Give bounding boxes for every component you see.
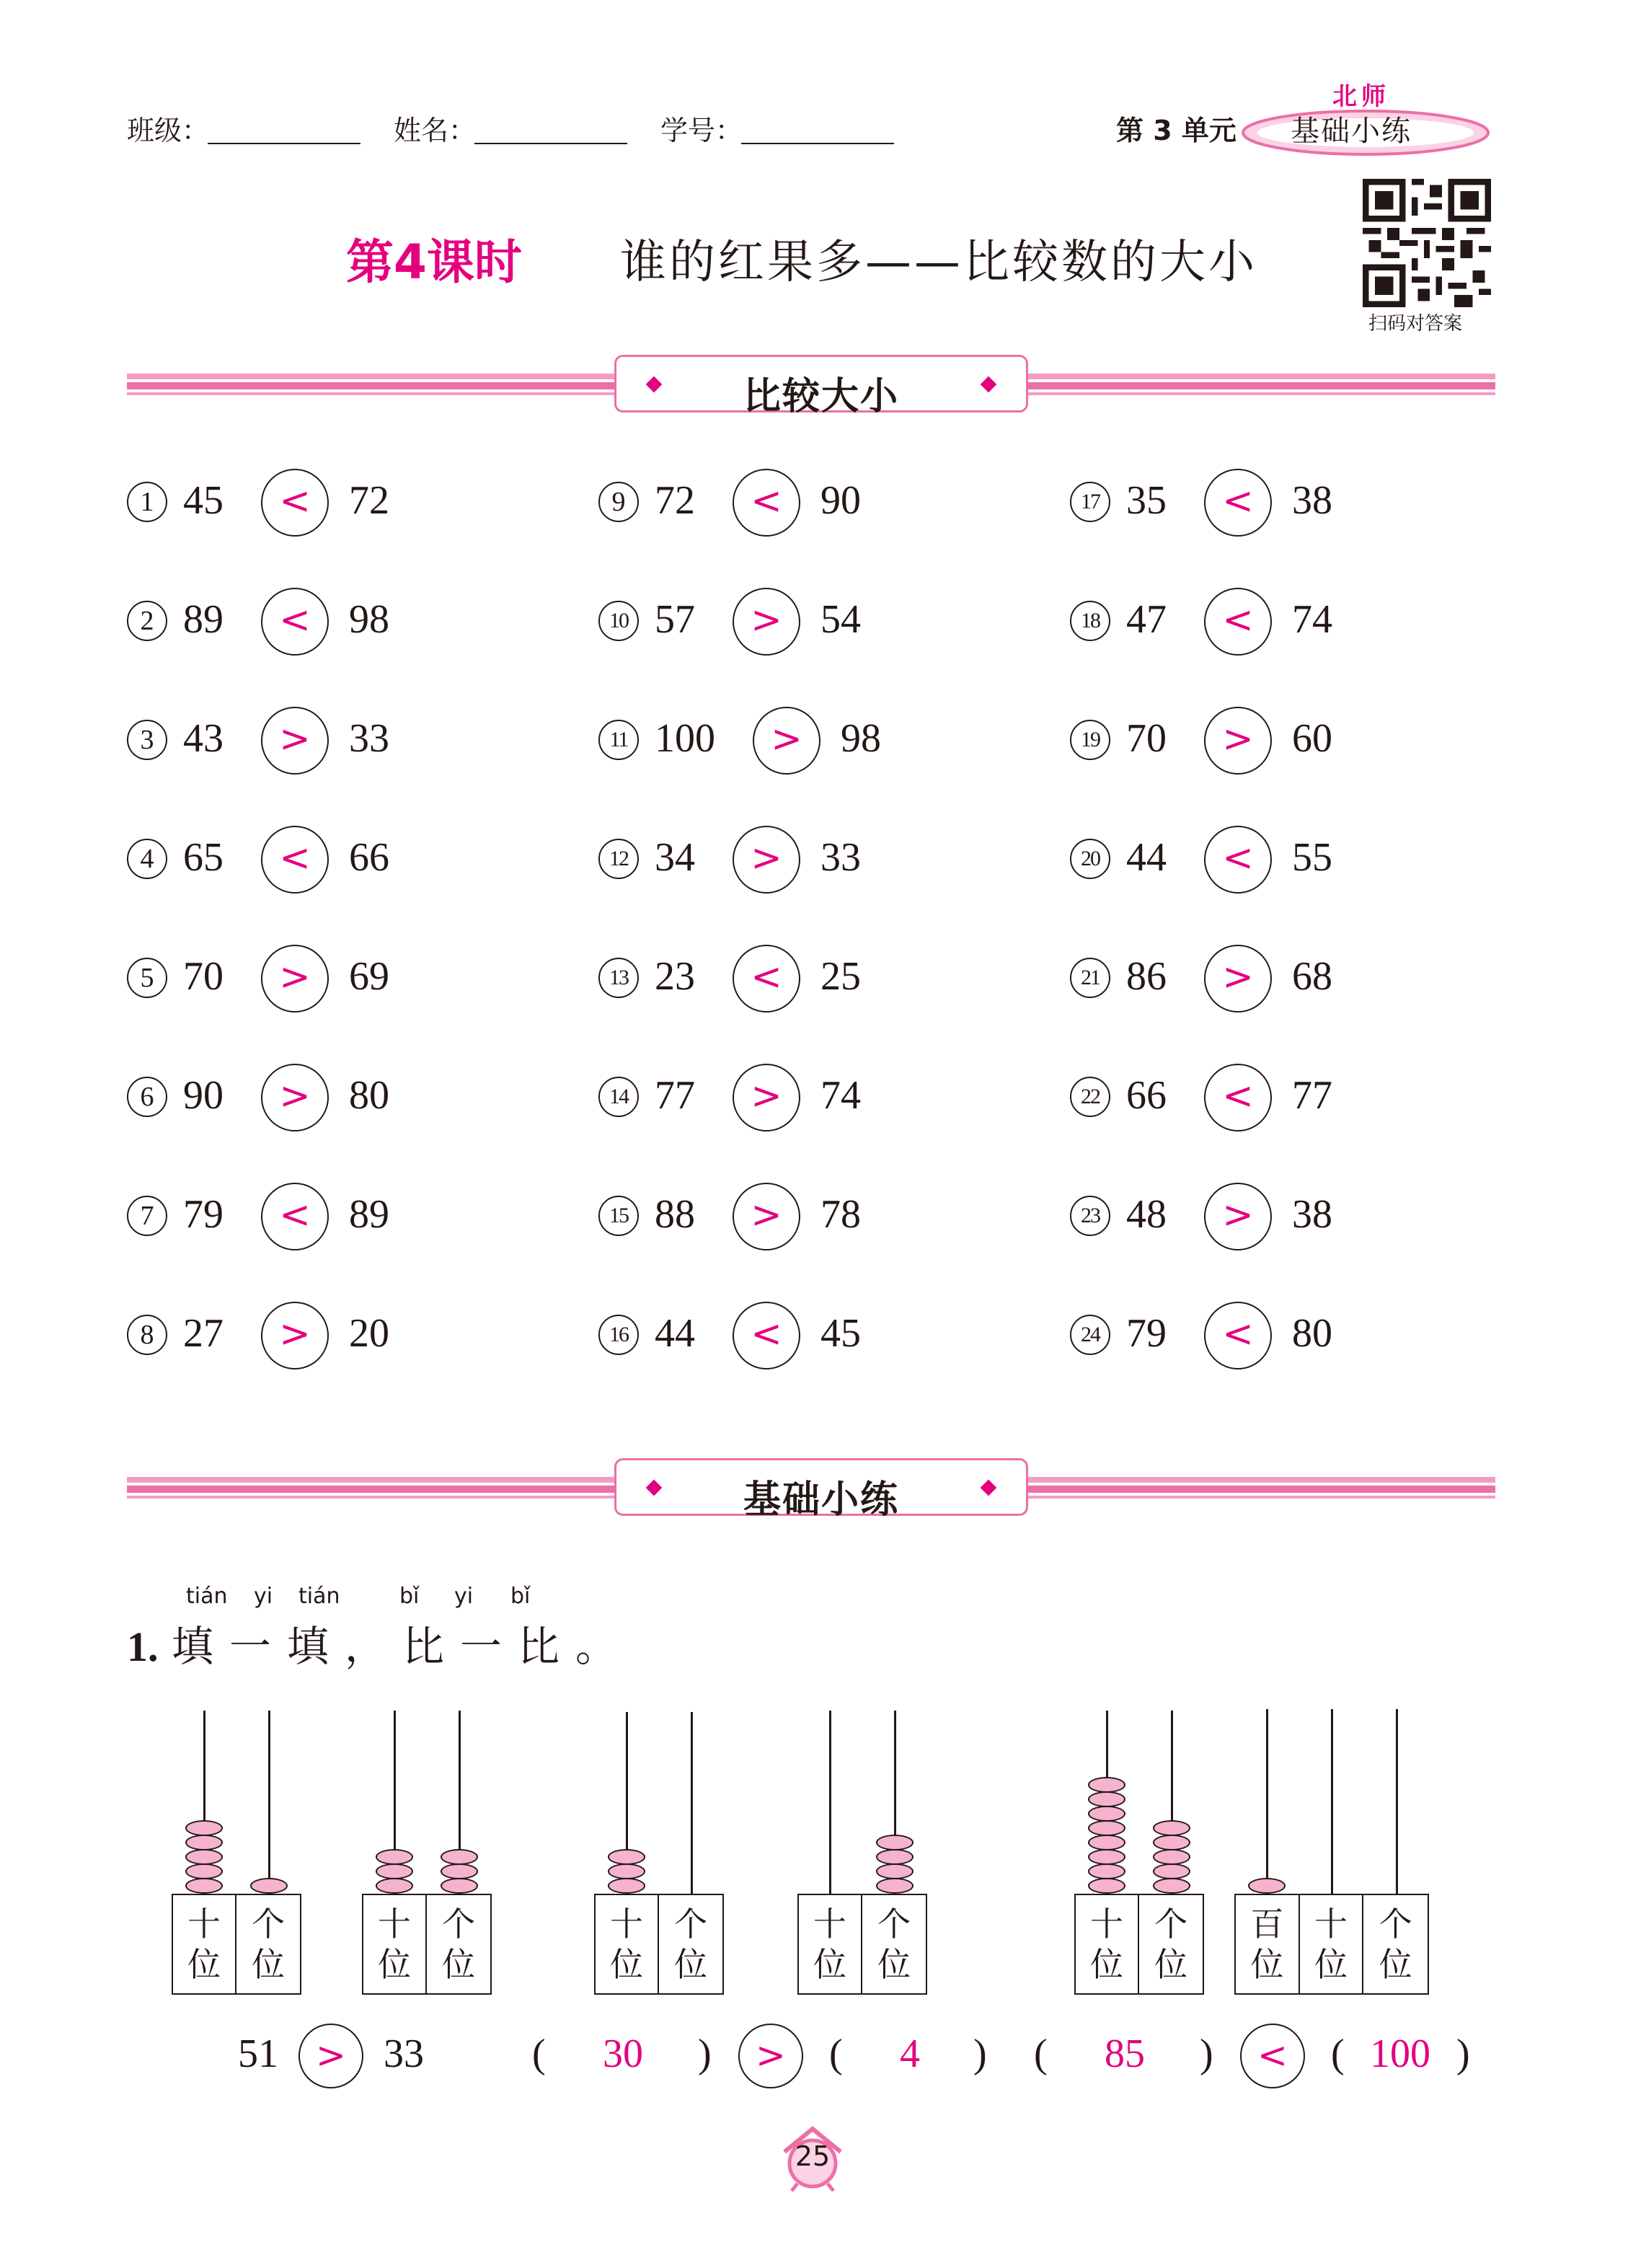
answer-circle[interactable]: < [1204, 588, 1272, 656]
item-number: 16 [598, 1315, 639, 1355]
unit-label: 第 3 单元 [1116, 115, 1237, 146]
right-value: 89 [349, 1192, 389, 1237]
left-value: 66 [1126, 1073, 1167, 1118]
abacus-bead [608, 1849, 645, 1865]
abacus-bead [185, 1863, 223, 1879]
answer-circle[interactable]: < [733, 945, 800, 1012]
qr-caption: 扫码对答案 [1368, 313, 1463, 335]
class-blank[interactable] [208, 143, 360, 144]
right-value: 98 [841, 716, 881, 761]
place-label: 个 位 [442, 1905, 475, 1984]
item-number: 22 [1070, 1077, 1110, 1117]
question-number: 1. [127, 1623, 159, 1670]
item-number: 13 [598, 958, 639, 998]
answer-value: 51 [238, 2031, 278, 2076]
section-heading-compare: 比较大小 [614, 355, 1028, 412]
answer-circle[interactable]: > [261, 945, 329, 1012]
right-value: 80 [349, 1073, 389, 1118]
item-number: 5 [127, 958, 167, 998]
left-value: 90 [183, 1073, 224, 1118]
place-value-table [1234, 1894, 1429, 1995]
pinyin: bǐ [399, 1584, 420, 1609]
pinyin: bǐ [510, 1584, 531, 1609]
right-value: 25 [820, 954, 861, 999]
place-value-table [362, 1894, 492, 1995]
abacus-bead [185, 1849, 223, 1865]
right-value: 55 [1292, 835, 1332, 880]
right-value: 68 [1292, 954, 1332, 999]
left-value: 100 [655, 716, 715, 761]
answer-circle[interactable]: > [1204, 707, 1272, 775]
close-paren: ) [1456, 2031, 1470, 2076]
left-value: 77 [655, 1073, 695, 1118]
right-value: 66 [349, 835, 389, 880]
left-value: 79 [183, 1192, 224, 1237]
left-value: 23 [655, 954, 695, 999]
place-label: 十 位 [596, 1895, 659, 1993]
abacus-bead [876, 1878, 913, 1894]
abacus-bead [250, 1878, 288, 1894]
abacus-bead [1088, 1849, 1125, 1865]
name-label: 姓名： [394, 115, 477, 146]
left-value: 43 [183, 716, 224, 761]
qr-code-icon[interactable] [1363, 179, 1491, 307]
place-label: 个 位 [674, 1905, 707, 1984]
answer-circle[interactable]: < [733, 1302, 800, 1369]
right-value: 90 [820, 478, 861, 523]
place-label: 十 位 [363, 1895, 427, 1993]
place-value-table [172, 1894, 301, 1995]
item-number: 2 [127, 601, 167, 641]
answer-value: 33 [384, 2031, 424, 2076]
abacus-bead [1088, 1835, 1125, 1850]
answer-circle[interactable]: < [261, 588, 329, 656]
place-label: 百 位 [1236, 1895, 1300, 1993]
answer-circle[interactable]: < [733, 469, 800, 537]
place-label: 个 位 [1379, 1905, 1412, 1984]
abacus-bead [1248, 1878, 1286, 1894]
left-value: 79 [1126, 1311, 1167, 1356]
item-number: 21 [1070, 958, 1110, 998]
open-paren: ( [1034, 2031, 1048, 2076]
abacus-bead [376, 1878, 413, 1894]
left-value: 47 [1126, 597, 1167, 642]
right-value: 45 [820, 1311, 861, 1356]
right-value: 98 [349, 597, 389, 642]
answer-circle[interactable]: < [261, 826, 329, 893]
item-number: 24 [1070, 1315, 1110, 1355]
left-value: 48 [1126, 1192, 1167, 1237]
item-number: 4 [127, 839, 167, 879]
abacus-rod [829, 1711, 831, 1894]
close-paren: ) [973, 2031, 987, 2076]
answer-blank[interactable]: 4 [900, 2031, 920, 2076]
left-value: 34 [655, 835, 695, 880]
abacus-rod [268, 1711, 270, 1894]
class-label: 班级： [127, 115, 210, 146]
right-value: 80 [1292, 1311, 1332, 1356]
abacus-bead [1088, 1878, 1125, 1894]
place-label: 十 位 [1076, 1895, 1139, 1993]
brand-title: 基础小练 [1291, 115, 1412, 148]
left-value: 44 [655, 1311, 695, 1356]
item-number: 7 [127, 1196, 167, 1236]
abacus-bead [608, 1863, 645, 1879]
abacus-bead [1088, 1863, 1125, 1879]
abacus-bead [876, 1863, 913, 1879]
place-label: 十 位 [799, 1895, 862, 1993]
answer-symbol[interactable]: > [298, 2024, 363, 2088]
answer-blank[interactable]: 85 [1105, 2031, 1145, 2076]
abacus-rod [1331, 1709, 1333, 1894]
left-value: 27 [183, 1311, 224, 1356]
page-number: 25 [795, 2140, 831, 2172]
answer-circle[interactable]: > [733, 1064, 800, 1131]
abacus-bead [1153, 1820, 1190, 1836]
right-value: 69 [349, 954, 389, 999]
open-paren: ( [829, 2031, 843, 2076]
item-number: 8 [127, 1315, 167, 1355]
item-number: 9 [598, 482, 639, 522]
answer-symbol[interactable]: < [1240, 2024, 1305, 2088]
abacus-bead [1088, 1806, 1125, 1822]
pinyin: yi [254, 1584, 273, 1609]
abacus-bead [1088, 1791, 1125, 1807]
open-paren: ( [1331, 2031, 1345, 2076]
abacus-bead [1088, 1820, 1125, 1836]
answer-circle[interactable]: > [753, 707, 820, 775]
abacus-rod [691, 1712, 693, 1894]
pinyin: tián [186, 1584, 228, 1609]
answer-circle[interactable]: < [261, 1183, 329, 1250]
page-title: 谁的红果多——比较数的大小 [620, 236, 1257, 289]
item-number: 11 [598, 720, 639, 760]
right-value: 74 [1292, 597, 1332, 642]
left-value: 45 [183, 478, 224, 523]
place-value-table [797, 1894, 927, 1995]
abacus-bead [876, 1849, 913, 1865]
item-number: 6 [127, 1077, 167, 1117]
answer-circle[interactable]: < [1204, 1064, 1272, 1131]
left-value: 44 [1126, 835, 1167, 880]
pinyin: tián [298, 1584, 340, 1609]
item-number: 14 [598, 1077, 639, 1117]
answer-circle[interactable]: < [1204, 1302, 1272, 1369]
answer-circle[interactable]: > [733, 588, 800, 656]
item-number: 10 [598, 601, 639, 641]
abacus-rod [1266, 1709, 1268, 1894]
abacus-bead [441, 1849, 478, 1865]
abacus-bead [441, 1878, 478, 1894]
abacus-bead [1153, 1835, 1190, 1850]
right-value: 33 [820, 835, 861, 880]
abacus-bead [376, 1863, 413, 1879]
abacus-bead [441, 1863, 478, 1879]
right-value: 78 [820, 1192, 861, 1237]
left-value: 57 [655, 597, 695, 642]
left-value: 72 [655, 478, 695, 523]
answer-circle[interactable]: > [733, 1183, 800, 1250]
abacus-rod [1396, 1709, 1398, 1894]
answer-blank[interactable]: 100 [1370, 2031, 1430, 2076]
answer-circle[interactable]: > [1204, 1183, 1272, 1250]
answer-symbol[interactable]: > [738, 2024, 803, 2088]
abacus-bead [185, 1878, 223, 1894]
abacus-bead [376, 1849, 413, 1865]
student-id-blank[interactable] [741, 143, 894, 144]
place-label: 个 位 [252, 1905, 285, 1984]
brand-publisher: 北师 [1332, 82, 1390, 111]
right-value: 74 [820, 1073, 861, 1118]
item-number: 15 [598, 1196, 639, 1236]
abacus-bead [608, 1878, 645, 1894]
abacus-bead [1153, 1878, 1190, 1894]
answer-circle[interactable]: < [261, 469, 329, 537]
left-value: 70 [183, 954, 224, 999]
right-value: 72 [349, 478, 389, 523]
answer-circle[interactable]: > [261, 707, 329, 775]
answer-circle[interactable]: > [733, 826, 800, 893]
item-number: 1 [127, 482, 167, 522]
question-1 [127, 1612, 633, 1673]
question-text: 填一填，比一比。 [171, 1622, 633, 1671]
answer-circle[interactable]: > [1204, 945, 1272, 1012]
abacus-bead [185, 1820, 223, 1836]
answer-circle[interactable]: < [1204, 826, 1272, 893]
abacus-bead [876, 1835, 913, 1850]
right-value: 38 [1292, 478, 1332, 523]
left-value: 65 [183, 835, 224, 880]
abacus-bead [185, 1835, 223, 1850]
item-number: 3 [127, 720, 167, 760]
right-value: 20 [349, 1311, 389, 1356]
right-value: 77 [1292, 1073, 1332, 1118]
answer-blank[interactable]: 30 [603, 2031, 643, 2076]
item-number: 19 [1070, 720, 1110, 760]
left-value: 70 [1126, 716, 1167, 761]
place-label: 十 位 [173, 1895, 236, 1993]
student-id-label: 学号： [660, 115, 743, 146]
left-value: 89 [183, 597, 224, 642]
left-value: 88 [655, 1192, 695, 1237]
right-value: 38 [1292, 1192, 1332, 1237]
close-paren: ) [1200, 2031, 1213, 2076]
left-value: 35 [1126, 478, 1167, 523]
right-value: 54 [820, 597, 861, 642]
section-heading-practice: 基础小练 [614, 1458, 1028, 1516]
abacus-bead [1153, 1863, 1190, 1879]
answer-circle[interactable]: > [261, 1302, 329, 1369]
abacus-bead [1153, 1849, 1190, 1865]
place-value-table [1074, 1894, 1204, 1995]
open-paren: ( [532, 2031, 546, 2076]
abacus-bead [1088, 1777, 1125, 1793]
right-value: 33 [349, 716, 389, 761]
place-label: 个 位 [1154, 1905, 1187, 1984]
close-paren: ) [698, 2031, 712, 2076]
item-number: 20 [1070, 839, 1110, 879]
item-number: 23 [1070, 1196, 1110, 1236]
place-label: 十 位 [1300, 1895, 1364, 1993]
answer-circle[interactable]: < [1204, 469, 1272, 537]
right-value: 60 [1292, 716, 1332, 761]
pinyin: yi [454, 1584, 474, 1609]
place-label: 个 位 [877, 1905, 911, 1984]
place-value-table [594, 1894, 724, 1995]
item-number: 12 [598, 839, 639, 879]
lesson-number: 第4课时 [346, 234, 522, 290]
left-value: 86 [1126, 954, 1167, 999]
answer-circle[interactable]: > [261, 1064, 329, 1131]
item-number: 18 [1070, 601, 1110, 641]
name-blank[interactable] [474, 143, 627, 144]
item-number: 17 [1070, 482, 1110, 522]
